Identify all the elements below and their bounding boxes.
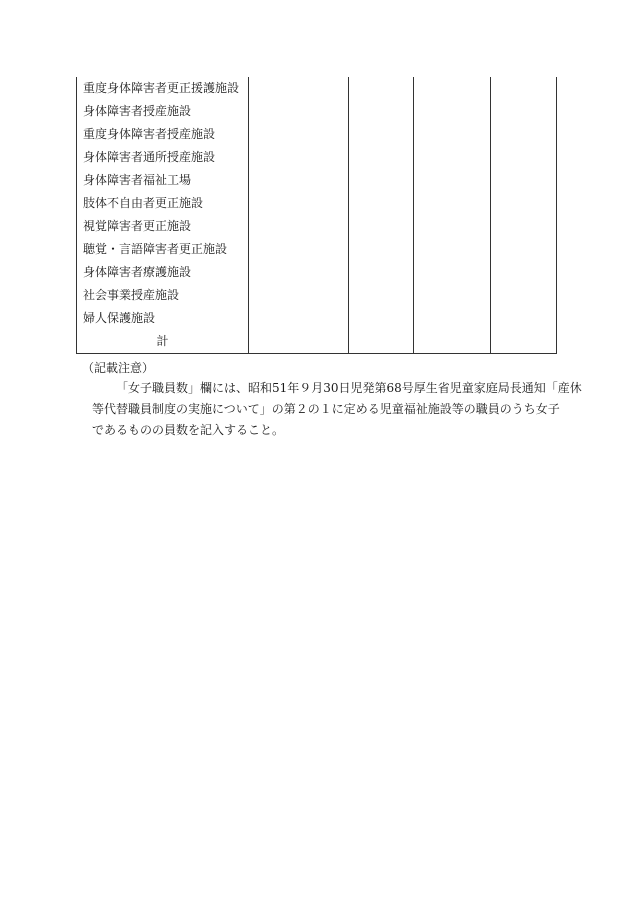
notes-heading: （記載注意）: [82, 361, 155, 375]
facility-name-cell: 社会事業授産施設: [77, 284, 249, 307]
table-row: [77, 100, 557, 123]
empty-cell: [349, 77, 414, 100]
facility-name-cell: 重度身体障害者授産施設: [77, 123, 249, 146]
empty-cell: [491, 169, 557, 192]
facility-name-cell: 視覚障害者更正施設: [77, 215, 249, 238]
empty-cell: [349, 307, 414, 330]
empty-cell: [249, 238, 349, 261]
facility-name-cell: 重度身体障害者更正援護施設: [77, 77, 249, 100]
empty-cell: [491, 238, 557, 261]
empty-cell: [349, 261, 414, 284]
notes-body: [92, 378, 582, 441]
empty-cell: [491, 284, 557, 307]
table-row: [77, 307, 557, 330]
table-row: [77, 77, 557, 100]
facility-staff-table: [76, 77, 557, 354]
facility-name-cell: 身体障害者授産施設: [77, 100, 249, 123]
empty-cell: [491, 100, 557, 123]
facility-name-cell: 身体障害者療護施設: [77, 261, 249, 284]
empty-cell: [349, 284, 414, 307]
empty-cell: [414, 284, 491, 307]
facility-name-cell: 肢体不自由者更正施設: [77, 192, 249, 215]
empty-cell: [349, 100, 414, 123]
table-row: [77, 192, 557, 215]
empty-cell: [491, 330, 557, 354]
facility-name-cell: 身体障害者福祉工場: [77, 169, 249, 192]
empty-cell: [491, 215, 557, 238]
empty-cell: [414, 146, 491, 169]
empty-cell: [249, 215, 349, 238]
empty-cell: [249, 169, 349, 192]
empty-cell: [249, 330, 349, 354]
total-row: [77, 330, 557, 354]
empty-cell: [349, 192, 414, 215]
empty-cell: [349, 330, 414, 354]
empty-cell: [414, 238, 491, 261]
empty-cell: [349, 123, 414, 146]
empty-cell: [491, 123, 557, 146]
empty-cell: [249, 77, 349, 100]
empty-cell: [414, 307, 491, 330]
empty-cell: [249, 307, 349, 330]
table-row: [77, 261, 557, 284]
total-label-cell: 計: [77, 330, 249, 354]
empty-cell: [349, 215, 414, 238]
empty-cell: [349, 146, 414, 169]
empty-cell: [249, 123, 349, 146]
facility-name-cell: 聴覚・言語障害者更正施設: [77, 238, 249, 261]
table-row: [77, 284, 557, 307]
table-row: [77, 169, 557, 192]
empty-cell: [491, 146, 557, 169]
notes-line: 「女子職員数」欄には、昭和51年９月30日児発第68号厚生省児童家庭局長通知「産休: [116, 381, 582, 395]
empty-cell: [249, 261, 349, 284]
empty-cell: [414, 261, 491, 284]
facility-name-cell: 身体障害者通所授産施設: [77, 146, 249, 169]
empty-cell: [249, 146, 349, 169]
empty-cell: [414, 77, 491, 100]
empty-cell: [414, 169, 491, 192]
empty-cell: [349, 238, 414, 261]
empty-cell: [491, 261, 557, 284]
table-row: [77, 146, 557, 169]
empty-cell: [414, 100, 491, 123]
empty-cell: [249, 100, 349, 123]
empty-cell: [414, 215, 491, 238]
table-row: [77, 238, 557, 261]
notes-line: であるものの員数を記入すること。: [92, 423, 285, 437]
empty-cell: [491, 307, 557, 330]
empty-cell: [491, 192, 557, 215]
empty-cell: [414, 123, 491, 146]
empty-cell: [249, 284, 349, 307]
facility-name-cell: 婦人保護施設: [77, 307, 249, 330]
empty-cell: [491, 77, 557, 100]
table-row: [77, 123, 557, 146]
table-row: [77, 215, 557, 238]
empty-cell: [349, 169, 414, 192]
empty-cell: [414, 330, 491, 354]
empty-cell: [249, 192, 349, 215]
empty-cell: [414, 192, 491, 215]
notes-line: 等代替職員制度の実施について」の第２の１に定める児童福祉施設等の職員のうち女子: [92, 402, 560, 416]
